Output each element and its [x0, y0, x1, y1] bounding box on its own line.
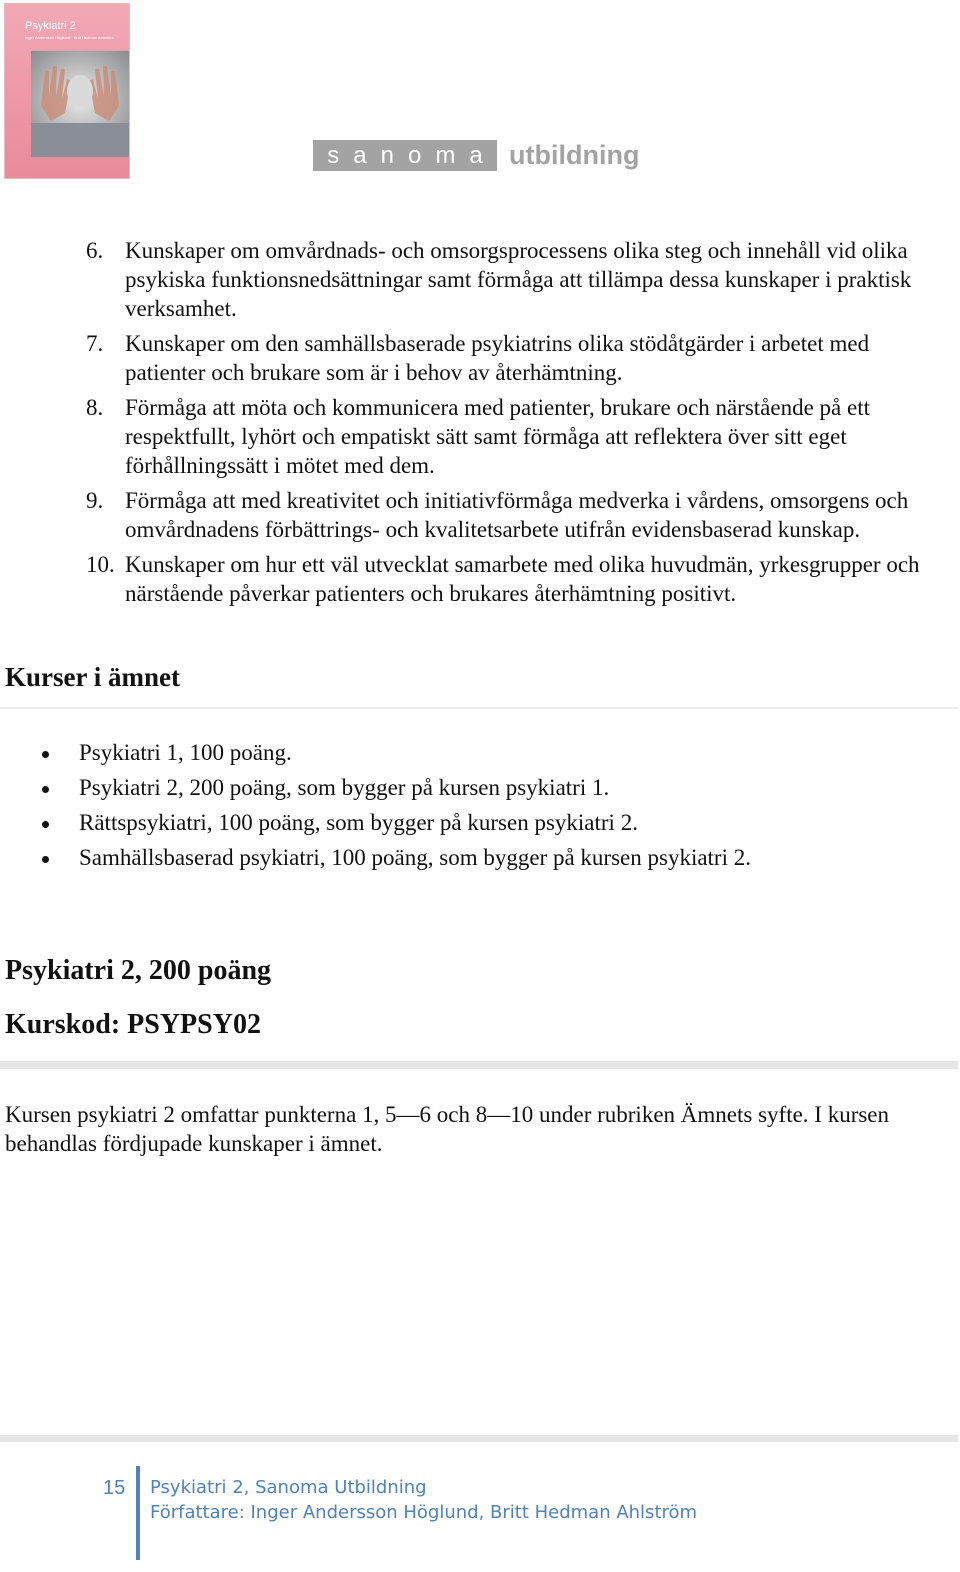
list-item: [86, 329, 954, 387]
list-item-number: 7.: [86, 331, 104, 356]
logo-mark: [313, 140, 497, 171]
list-item-text: Förmåga att möta och kommunicera med patienter, brukare och närstående på ett respektfullt, lyhört och empatiskt sätt samt förmåga att reflektera över sitt eget förhållningssätt i mötet med dem.: [125, 395, 871, 478]
page-number: 15: [103, 1477, 126, 1499]
course-code: Kurskod: PSYPSY02: [5, 1009, 261, 1040]
list-item: [0, 843, 950, 872]
bullet-icon: [42, 821, 49, 828]
cover-authors: Inger Andersson Höglund · Britt Hedman Ahlström: [25, 35, 114, 40]
section-divider: [0, 1061, 958, 1069]
publisher-logo: [313, 140, 639, 171]
list-item: [0, 808, 950, 837]
cover-title: Psykiatri 2: [25, 20, 76, 32]
footer-divider: [0, 1435, 958, 1442]
list-item-text: Förmåga att med kreativitet och initiativförmåga medverka i vårdens, omsorgens och omvårdnadens förbättrings- och kvalitetsarbete utifrån evidensbaserad kunskap.: [125, 488, 909, 542]
list-item-text: Samhällsbaserad psykiatri, 100 poäng, som bygger på kursen psykiatri 2.: [79, 845, 751, 870]
logo-text: utbildning: [509, 140, 640, 170]
list-item-text: Kunskaper om omvårdnads- och omsorgsprocessens olika steg och innehåll vid olika psykiska funktionsnedsättningar samt förmåga att tillämpa dessa kunskaper i praktisk verksamhet.: [125, 238, 912, 321]
course-description: Kursen psykiatri 2 omfattar punkterna 1, 5—6 och 8—10 under rubriken Ämnets syfte. I kursen behandlas fördjupade kunskaper i ämnet.: [5, 1102, 890, 1156]
list-item: [86, 486, 954, 544]
list-item: [86, 236, 954, 323]
list-item: [0, 773, 950, 802]
list-item: [86, 393, 954, 480]
courses-list: [0, 738, 950, 878]
list-item: [0, 738, 950, 767]
bullet-icon: [42, 751, 49, 758]
book-cover-image: [4, 3, 130, 179]
list-item-number: 10.: [86, 552, 115, 577]
bullet-icon: [42, 786, 49, 793]
list-item-text: Psykiatri 2, 200 poäng, som bygger på kursen psykiatri 1.: [79, 775, 610, 800]
cover-photo: [31, 51, 129, 157]
logo-mark-text: sanoma: [327, 141, 497, 169]
list-item-text: Rättspsykiatri, 100 poäng, som bygger på kursen psykiatri 2.: [79, 810, 638, 835]
goals-list: [86, 236, 954, 614]
heading-divider: [0, 707, 958, 709]
list-item-number: 8.: [86, 395, 104, 420]
list-item-text: Psykiatri 1, 100 poäng.: [79, 740, 292, 765]
course-title: Psykiatri 2, 200 poäng: [5, 955, 272, 986]
list-item-number: 6.: [86, 238, 104, 263]
bullet-icon: [42, 856, 49, 863]
list-item-number: 9.: [86, 488, 104, 513]
list-item-text: Kunskaper om hur ett väl utvecklat samarbete med olika huvudmän, yrkesgrupper och närstående påverkar patienters och brukares återhämtning positivt.: [125, 552, 920, 606]
list-item-text: Kunskaper om den samhällsbaserade psykiatrins olika stödåtgärder i arbetet med patienter och brukare som är i behov av återhämtning.: [125, 331, 870, 385]
footer-book-title: Psykiatri 2, Sanoma Utbildning: [150, 1477, 427, 1498]
list-item: [86, 550, 954, 608]
footer-authors: Författare: Inger Andersson Höglund, Britt Hedman Ahlström: [150, 1502, 698, 1523]
courses-heading: Kurser i ämnet: [5, 662, 180, 692]
footer-accent-bar: [136, 1466, 140, 1560]
